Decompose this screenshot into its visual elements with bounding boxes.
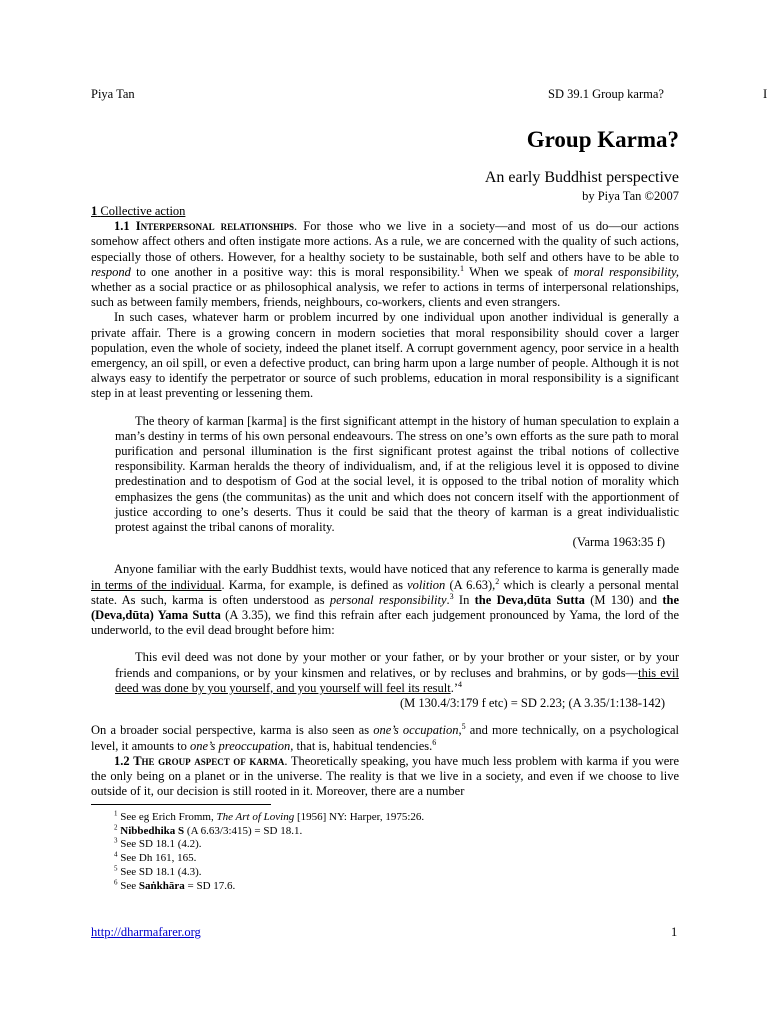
footnote-number: 4 bbox=[114, 850, 118, 859]
quote-citation: (Varma 1963:35 f) bbox=[572, 535, 665, 550]
quote-text-span: .’ bbox=[450, 680, 458, 695]
paragraph-text: In bbox=[453, 592, 475, 607]
quote-text-span: This evil deed was not done by your mother or your father, or by your brother or your sister, or by your friends and companions, or by your kinsmen and relatives, or by recluses and brahmins, or by gods— bbox=[115, 650, 679, 680]
footnote-text: = SD 17.6. bbox=[184, 879, 236, 892]
paragraph-text: . Theoretically speaking, you have much less problem with karma if you were the only being on a planet or in the universe. The reality is that we live in a society, and even if we choose to live outside of it, our decision is still rooted in it. Moreover, there are a number bbox=[91, 753, 679, 799]
subsection-heading: Interpersonal relationships bbox=[135, 219, 295, 234]
underlined-text: in terms of the individual bbox=[91, 577, 222, 592]
footnote-divider bbox=[91, 804, 271, 805]
section-number: 1 bbox=[91, 204, 98, 218]
paragraph-1-2 bbox=[91, 754, 679, 800]
block-quote-varma bbox=[115, 414, 679, 551]
emphasis: volition bbox=[407, 577, 446, 592]
subsection-number: 1.2 bbox=[114, 753, 130, 768]
paragraph-text: Anyone familiar with the early Buddhist texts, would have noticed that any reference to karma is generally made bbox=[114, 562, 679, 577]
quote-citation: (M 130.4/3:179 f etc) = SD 2.23; (A 3.35/1:138-142) bbox=[399, 696, 665, 711]
section-label: Collective action bbox=[100, 204, 186, 218]
footnote-item bbox=[114, 877, 424, 894]
footnote-number: 1 bbox=[114, 809, 118, 818]
footnote-text: See eg Erich Fromm, bbox=[120, 811, 217, 823]
footnote-item bbox=[114, 838, 424, 852]
byline: by Piya Tan ©2007 bbox=[582, 189, 679, 203]
footnote-ref[interactable]: 4 bbox=[457, 679, 462, 689]
emphasis: one’s occupation bbox=[373, 723, 459, 738]
sutta-name: the Deva,dūta Sutta bbox=[474, 592, 585, 607]
paragraph-text: (A 6.63), bbox=[445, 577, 496, 592]
footnote-ref[interactable]: 3 bbox=[449, 591, 454, 601]
footnote-ref[interactable]: 1 bbox=[459, 263, 464, 273]
paragraph-3 bbox=[91, 562, 679, 638]
quote-text bbox=[115, 650, 679, 696]
footnote-number: 2 bbox=[114, 823, 118, 832]
paragraph-text: which is clearly a personal mental state. As such, karma is often understood as bbox=[91, 577, 679, 607]
header-author: Piya Tan bbox=[91, 87, 135, 101]
paragraph-text: . Karma, for example, is defined as bbox=[221, 577, 408, 592]
paragraph-text: to one another in a positive way: this is moral responsibility. bbox=[130, 264, 460, 279]
footnote-number: 6 bbox=[114, 877, 118, 886]
underlined-text: this evil deed was done by you yourself, and you yourself will feel its result bbox=[115, 665, 679, 695]
footnote-item bbox=[114, 811, 424, 825]
paragraph-text: and more technically, on a psychological level, it amounts to bbox=[91, 723, 679, 753]
paragraph-4 bbox=[91, 723, 679, 753]
footnote-item bbox=[114, 852, 424, 866]
section-heading bbox=[91, 204, 679, 219]
footnote-text: See Dh 161, 165. bbox=[120, 852, 197, 865]
footnote-text: See SD 18.1 (4.3). bbox=[120, 865, 202, 878]
paragraph-text: . For those who we live in a society—and most of us do—our actions somehow affect others and often instigate more actions. As a rule, we are concerned with the quality of such actions, especially those of others. However, for a healthy society to be sustainable, both self and others have to be able to bbox=[91, 219, 680, 264]
footnote-ref[interactable]: 2 bbox=[495, 576, 500, 586]
footnote-bold: Nibbedhika S bbox=[120, 824, 185, 837]
header-doc-ref: SD 39.1 Group karma? bbox=[548, 87, 664, 101]
article-body bbox=[91, 204, 679, 799]
emphasis: one’s preoccupation bbox=[189, 738, 291, 753]
paragraph-2: In such cases, whatever harm or problem incurred by one individual upon another individual is generally a private affair. There is a growing concern in modern societies that moral responsibility should cover a larger population, even the whole of society, indeed the planet itself. A corrupt government agency, poor service in a health emergency, an oil spill, or even a defective product, can bring harm upon a large number of people. Although it is not always easy to identify the perpetrator or source of such problems, education in moral responsibility is a significant step in at least preventing or lessening them. bbox=[91, 310, 679, 401]
paragraph-text: , that is, habitual tendencies. bbox=[290, 738, 433, 753]
paragraph-text: (M 130) and bbox=[584, 592, 663, 607]
footnotes bbox=[114, 811, 424, 893]
subsection-heading: The group aspect of karma bbox=[133, 753, 285, 768]
footnote-bold: Saṅkhāra bbox=[138, 879, 185, 892]
page-number: 1 bbox=[671, 925, 678, 939]
sutta-name: the (Deva,dūta) Yama Sutta bbox=[91, 592, 679, 623]
emphasis: respond bbox=[91, 264, 131, 279]
footnote-ref[interactable]: 6 bbox=[432, 737, 437, 747]
footnote-item bbox=[114, 866, 424, 880]
footnote-text: [1956] NY: Harper, 1975:26. bbox=[294, 811, 425, 823]
footnote-item bbox=[114, 825, 424, 839]
emphasis: personal responsibility bbox=[329, 592, 447, 607]
footnote-number: 3 bbox=[114, 836, 118, 845]
paragraph-1-1 bbox=[91, 219, 679, 310]
quote-text: The theory of karman [karma] is the first significant attempt in the history of human speculation to explain a man’s destiny in terms of his own personal endeavours. The stress on one’s own efforts as the sure path to moral purification and personal illumination is the first significant protest against the tribal notions of collective responsibility. Karman heralds the theory of individualism, and, if at the religious level it is opposed to divine predestination and to despotism of God at the social level, it is opposed to the tribal notion of morality which emphasizes the gens (the communitas) as the unit and which does not concern itself with the apportionment of justice according to one’s deserts. Thus it could be said that the theory of karman is a great individualistic protest against the tribal canons of morality. bbox=[115, 413, 679, 535]
header-clipped-text: I bbox=[763, 87, 768, 101]
emphasis: moral responsibility, bbox=[573, 264, 680, 279]
block-quote-yama bbox=[115, 650, 679, 711]
page-title: Group Karma? bbox=[526, 127, 679, 152]
subsection-number: 1.1 bbox=[114, 219, 130, 234]
page-subtitle: An early Buddhist perspective bbox=[484, 169, 679, 186]
paragraph-text: . bbox=[446, 592, 450, 607]
paragraph-text: (A 3.35), we find this refrain after each judgement pronounced by Yama, the lord of the underworld, to the evil dead brought before him: bbox=[91, 608, 679, 638]
footnote-text: (A 6.63/3:415) = SD 18.1. bbox=[184, 824, 303, 837]
paragraph-text: whether as a social practice or as philosophical analysis, we refer to actions in terms of interpersonal relationships, such as between family members, friends, neighbours, co-workers, clients and even strangers. bbox=[91, 280, 679, 310]
footnote-emphasis: The Art of Loving bbox=[216, 811, 295, 823]
paragraph-text: On a broader social perspective, karma is also seen as bbox=[91, 723, 374, 738]
paragraph-text: , bbox=[458, 723, 462, 738]
footnote-text: See SD 18.1 (4.2). bbox=[120, 838, 202, 851]
footnote-text: See bbox=[120, 879, 139, 892]
footer-website-link[interactable]: http://dharmafarer.org bbox=[91, 925, 201, 939]
footnote-number: 5 bbox=[114, 864, 118, 873]
paragraph-text: When we speak of bbox=[463, 264, 574, 279]
footnote-ref[interactable]: 5 bbox=[461, 722, 466, 732]
